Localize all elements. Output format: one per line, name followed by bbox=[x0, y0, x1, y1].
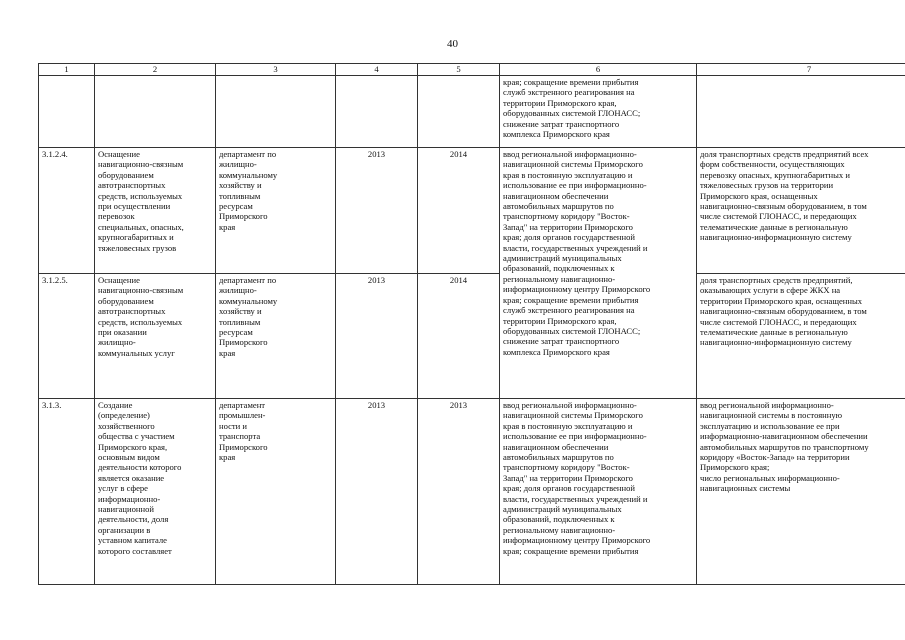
text-line: власти, государственных учреждений и bbox=[503, 242, 648, 253]
text-line: края в постоянную эксплуатацию и bbox=[503, 420, 633, 431]
text-line: доля транспортных средств предприятий всех bbox=[700, 149, 869, 159]
start-year: 2013 bbox=[336, 274, 418, 399]
table-row bbox=[39, 148, 905, 274]
text-line: средств, используемых bbox=[98, 316, 183, 327]
text-line: территории Приморского края, bbox=[503, 97, 617, 108]
text-line: специальных, опасных, bbox=[98, 221, 184, 232]
text-line: департамент по bbox=[219, 275, 277, 285]
text-line: снижение затрат транспортного bbox=[503, 118, 620, 129]
end-year: 2014 bbox=[418, 274, 500, 399]
text-line: использование ее при информационно- bbox=[503, 431, 647, 442]
header-cell: 4 bbox=[336, 64, 418, 76]
text-line: оборудованных системой ГЛОНАСС; bbox=[503, 108, 641, 119]
text-line: ввод региональной информационно- bbox=[503, 149, 637, 159]
header-cell: 5 bbox=[418, 64, 500, 76]
text-line: региональному навигационно- bbox=[503, 524, 616, 535]
text-line: топливным bbox=[219, 190, 261, 201]
text-line: ввод региональной информационно- bbox=[503, 400, 637, 410]
text-line: края; сокращение времени прибытия bbox=[503, 545, 639, 556]
text-line: является оказание bbox=[98, 472, 165, 483]
text-line: департамент bbox=[219, 400, 266, 410]
text-line: власти, государственных учреждений и bbox=[503, 493, 648, 504]
item-name bbox=[95, 274, 216, 399]
text-line: коммунальному bbox=[219, 295, 278, 306]
text-line: снижение затрат транспортного bbox=[503, 336, 620, 347]
text-line: числе системой ГЛОНАСС, и передающих bbox=[700, 211, 857, 222]
text-line: края в постоянную эксплуатацию и bbox=[503, 169, 633, 180]
text-line: навигационно-информационную систему bbox=[700, 337, 852, 348]
result-cell bbox=[500, 76, 697, 148]
text-line: территории Приморского края, bbox=[503, 315, 617, 326]
header-cell: 6 bbox=[500, 64, 697, 76]
text-line: транспорта bbox=[219, 431, 261, 442]
text-line: края bbox=[219, 452, 236, 463]
text-line: образований, подключенных к bbox=[503, 514, 615, 525]
text-line: автотранспортных bbox=[98, 306, 166, 317]
cell-empty bbox=[216, 76, 336, 148]
text-line: тяжеловесных грузов bbox=[98, 242, 177, 253]
text-line: оказывающих услуги в сфере ЖКХ на bbox=[700, 285, 841, 296]
text-line: Приморского bbox=[219, 337, 268, 348]
table-row bbox=[39, 274, 905, 399]
text-line: при оказании bbox=[98, 327, 147, 338]
text-line: навигационной системы в постоянную bbox=[700, 410, 843, 421]
text-line: средств, используемых bbox=[98, 190, 183, 201]
text-line: ресурсам bbox=[219, 201, 253, 212]
text-line: при осуществлении bbox=[98, 201, 171, 212]
text-line: информационному центру Приморского bbox=[503, 535, 651, 546]
text-line: автомобильных маршрутов по транспортному bbox=[700, 441, 869, 452]
text-line: территории Приморского края, оснащенных bbox=[700, 295, 863, 306]
text-line: Приморского края, оснащенных bbox=[700, 190, 818, 201]
text-line: (определение) bbox=[98, 410, 150, 421]
result-cell bbox=[500, 399, 697, 585]
text-line: телематические данные в региональную bbox=[700, 327, 848, 338]
text-line: Запад" на территории Приморского bbox=[503, 472, 633, 483]
text-line: навигационно-связным bbox=[98, 285, 184, 296]
text-line: информационному центру Приморского bbox=[503, 284, 651, 295]
text-line: форм собственности, осуществляющих bbox=[700, 159, 845, 170]
cell-empty bbox=[418, 76, 500, 148]
text-line: телематические данные в региональную bbox=[700, 221, 848, 232]
text-line: промышлен- bbox=[219, 410, 266, 421]
text-line: ресурсам bbox=[219, 327, 253, 338]
text-line: навигационной системы Приморского bbox=[503, 410, 643, 421]
table-row bbox=[39, 399, 905, 585]
text-line: Приморского края, bbox=[98, 441, 168, 452]
program-table bbox=[38, 63, 905, 585]
text-line: администраций муниципальных bbox=[503, 253, 622, 264]
item-name bbox=[95, 399, 216, 585]
start-year: 2013 bbox=[336, 148, 418, 274]
text-line: навигационной системы Приморского bbox=[503, 159, 643, 170]
header-cell: 2 bbox=[95, 64, 216, 76]
text-line: комплекса Приморского края bbox=[503, 129, 610, 140]
text-line: жилищно- bbox=[219, 159, 257, 170]
text-line: перевозку опасных, крупногабаритных и bbox=[700, 169, 850, 180]
text-line: организации в bbox=[98, 524, 151, 535]
text-line: которого составляет bbox=[98, 545, 172, 556]
text-line: навигационном обеспечении bbox=[503, 441, 609, 452]
indicator bbox=[697, 399, 905, 585]
item-number: 3.1.2.4. bbox=[39, 148, 95, 274]
text-line: Приморского края; bbox=[700, 462, 770, 473]
text-line: края bbox=[219, 347, 236, 358]
item-name bbox=[95, 148, 216, 274]
text-line: края; доля органов государственной bbox=[503, 483, 636, 494]
text-line: края bbox=[219, 221, 236, 232]
text-line: хозяйственного bbox=[98, 420, 155, 431]
page-number: 40 bbox=[447, 38, 458, 50]
text-line: топливным bbox=[219, 316, 261, 327]
cell-empty bbox=[39, 76, 95, 148]
executor bbox=[216, 148, 336, 274]
text-line: крупногабаритных и bbox=[98, 232, 174, 243]
text-line: оборудованных системой ГЛОНАСС; bbox=[503, 325, 641, 336]
end-year: 2013 bbox=[418, 399, 500, 585]
text-line: навигационном обеспечении bbox=[503, 190, 609, 201]
text-line: коммунальному bbox=[219, 169, 278, 180]
text-line: администраций муниципальных bbox=[503, 504, 622, 515]
text-line: региональному навигационно- bbox=[503, 273, 616, 284]
text-line: эксплуатацию и использование ее при bbox=[700, 420, 840, 431]
text-line: образований, подключенных к bbox=[503, 263, 615, 274]
text-line: хозяйству и bbox=[219, 180, 262, 191]
item-number: 3.1.2.5. bbox=[39, 274, 95, 399]
cell-empty bbox=[336, 76, 418, 148]
executor bbox=[216, 274, 336, 399]
text-line: оборудованием bbox=[98, 295, 154, 306]
text-line: ности и bbox=[219, 420, 248, 431]
text-line: автомобильных маршрутов по bbox=[503, 201, 614, 212]
text-line: использование ее при информационно- bbox=[503, 180, 647, 191]
text-line: Создание bbox=[98, 400, 133, 410]
continuation-row bbox=[39, 76, 905, 148]
text-line: перевозок bbox=[98, 211, 135, 222]
text-line: департамент по bbox=[219, 149, 277, 159]
text-line: коридору «Восток-Запад» на территории bbox=[700, 452, 850, 463]
text-line: навигационно-информационную систему bbox=[700, 232, 852, 243]
text-line: хозяйству и bbox=[219, 306, 262, 317]
text-line: навигационно-связным bbox=[98, 159, 184, 170]
text-line: коммунальных услуг bbox=[98, 347, 175, 358]
text-line: служб экстренного реагирования на bbox=[503, 87, 635, 98]
text-line: Приморского bbox=[219, 441, 268, 452]
start-year: 2013 bbox=[336, 399, 418, 585]
item-number: 3.1.3. bbox=[39, 399, 95, 585]
text-line: Приморского bbox=[219, 211, 268, 222]
executor bbox=[216, 399, 336, 585]
indicator bbox=[697, 274, 905, 399]
text-line: Оснащение bbox=[98, 149, 140, 159]
indicator bbox=[697, 148, 905, 274]
text-line: Оснащение bbox=[98, 275, 140, 285]
text-line: деятельности которого bbox=[98, 462, 182, 473]
text-line: жилищно- bbox=[98, 337, 136, 348]
text-line: общества с участием bbox=[98, 431, 175, 442]
text-line: комплекса Приморского края bbox=[503, 346, 610, 357]
header-cell: 7 bbox=[697, 64, 905, 76]
text-line: транспортному коридору "Восток- bbox=[503, 211, 630, 222]
text-line: навигационных системы bbox=[700, 483, 791, 494]
text-line: информационно-навигационном обеспечении bbox=[700, 431, 868, 442]
text-line: навигационной bbox=[98, 504, 154, 515]
text-line: транспортному коридору "Восток- bbox=[503, 462, 630, 473]
text-line: число региональных информационно- bbox=[700, 472, 840, 483]
text-line: тяжеловесных грузов на территории bbox=[700, 180, 834, 191]
text-line: услуг в сфере bbox=[98, 483, 148, 494]
result-cell-merged bbox=[500, 148, 697, 399]
header-cell: 3 bbox=[216, 64, 336, 76]
text-line: уставном капитале bbox=[98, 535, 167, 546]
text-line: числе системой ГЛОНАСС, и передающих bbox=[700, 316, 857, 327]
text-line: ввод региональной информационно- bbox=[700, 400, 834, 410]
text-line: автомобильных маршрутов по bbox=[503, 452, 614, 463]
text-line: служб экстренного реагирования на bbox=[503, 305, 635, 316]
text-line: Запад" на территории Приморского bbox=[503, 221, 633, 232]
text-line: жилищно- bbox=[219, 285, 257, 296]
text-line: навигационно-связным оборудованием, в том bbox=[700, 201, 867, 212]
cell-empty bbox=[95, 76, 216, 148]
header-row bbox=[39, 64, 905, 76]
text-line: доля транспортных средств предприятий, bbox=[700, 275, 853, 285]
text-line: края; сокращение времени прибытия bbox=[503, 294, 639, 305]
text-line: автотранспортных bbox=[98, 180, 166, 191]
header-cell: 1 bbox=[39, 64, 95, 76]
text-line: края; сокращение времени прибытия bbox=[503, 77, 639, 87]
text-line: деятельности, доля bbox=[98, 514, 169, 525]
text-line: края; доля органов государственной bbox=[503, 232, 636, 243]
cell-empty bbox=[697, 76, 905, 148]
end-year: 2014 bbox=[418, 148, 500, 274]
text-line: оборудованием bbox=[98, 169, 154, 180]
text-line: основным видом bbox=[98, 452, 160, 463]
text-line: информационно- bbox=[98, 493, 161, 504]
text-line: навигационно-связным оборудованием, в том bbox=[700, 306, 867, 317]
